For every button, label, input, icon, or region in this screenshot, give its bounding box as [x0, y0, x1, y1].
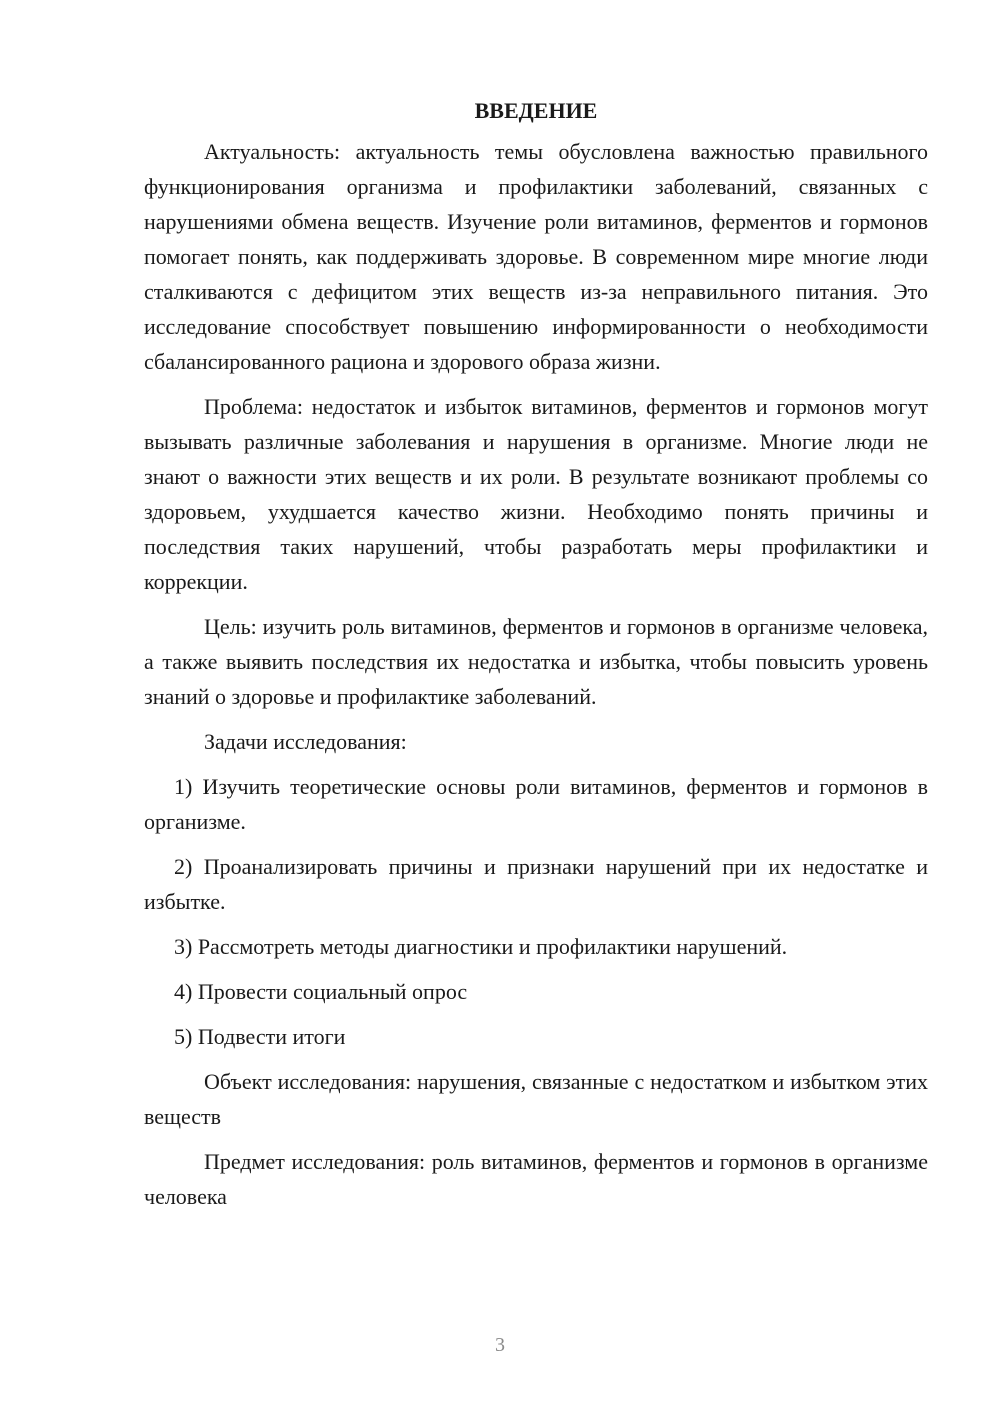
object-paragraph: Объект исследования: нарушения, связанные с недостатком и избытком этих веществ — [144, 1069, 928, 1129]
tasks-heading: Задачи исследования: — [204, 729, 407, 754]
document-page — [144, 96, 928, 1224]
task-item-3: 3) Рассмотреть методы диагностики и профилактики нарушений. — [174, 934, 788, 959]
relevance-paragraph: Актуальность: актуальность темы обусловлена важностью правильного функционирования организма и профилактики заболеваний, связанных с нарушениями обмена веществ. Изучение роли витаминов, ферментов и гормонов помогает понять, как поддерживать здоровье. В современном мире многие люди сталкиваются с дефицитом этих веществ из-за неправильного питания. Это исследование способствует повышению информированности о необходимости сбалансированного рациона и здорового образа жизни. — [144, 139, 928, 374]
subject-paragraph: Предмет исследования: роль витаминов, ферментов и гормонов в организме человека — [144, 1149, 928, 1209]
task-item-2: 2) Проанализировать причины и признаки нарушений при их недостатке и избытке. — [144, 854, 928, 914]
page-number: 3 — [495, 1334, 505, 1356]
goal-paragraph: Цель: изучить роль витаминов, ферментов и гормонов в организме человека, а также выявить последствия их недостатка и избытка, чтобы повысить уровень знаний о здоровье и профилактике заболеваний. — [144, 614, 928, 709]
document-title: ВВЕДЕНИЕ — [474, 98, 598, 123]
task-item-1: 1) Изучить теоретические основы роли витаминов, ферментов и гормонов в организме. — [144, 774, 928, 834]
task-item-4: 4) Провести социальный опрос — [174, 979, 468, 1004]
problem-paragraph: Проблема: недостаток и избыток витаминов, ферментов и гормонов могут вызывать различные заболевания и нарушения в организме. Многие люди не знают о важности этих веществ и их роли. В результате возникают проблемы со здоровьем, ухудшается качество жизни. Необходимо понять причины и последствия таких нарушений, чтобы разработать меры профилактики и коррекции. — [144, 394, 928, 594]
task-item-5: 5) Подвести итоги — [174, 1024, 346, 1049]
